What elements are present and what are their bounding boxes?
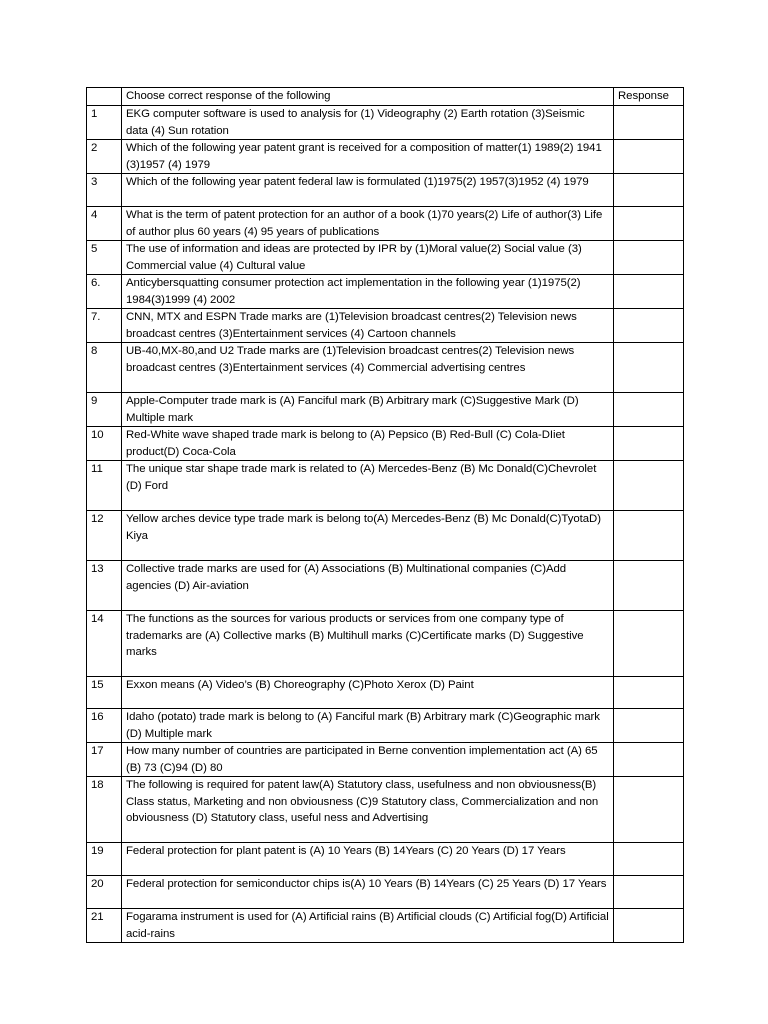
- question-number: 5: [87, 241, 122, 275]
- question-text: Idaho (potato) trade mark is belong to (A) Fanciful mark (B) Arbitrary mark (C)Geographic mark (D) Multiple mark: [122, 709, 614, 743]
- table-header-row: [87, 88, 684, 106]
- response-cell[interactable]: [614, 909, 684, 943]
- question-text: Which of the following year patent grant is received for a composition of matter(1) 1989(2) 1941 (3)1957 (4) 1979: [122, 140, 614, 174]
- question-number: 15: [87, 677, 122, 709]
- table-row: [87, 207, 684, 241]
- question-number: 19: [87, 843, 122, 876]
- response-cell[interactable]: [614, 876, 684, 909]
- table-row: [87, 174, 684, 207]
- response-cell[interactable]: [614, 843, 684, 876]
- response-cell[interactable]: [614, 275, 684, 309]
- table-row: [87, 343, 684, 393]
- question-number: 2: [87, 140, 122, 174]
- response-cell[interactable]: [614, 709, 684, 743]
- header-number-cell: [87, 88, 122, 106]
- response-cell[interactable]: [614, 140, 684, 174]
- response-cell[interactable]: [614, 343, 684, 393]
- question-number: 4: [87, 207, 122, 241]
- response-cell[interactable]: [614, 207, 684, 241]
- response-cell[interactable]: [614, 393, 684, 427]
- question-text: Fogarama instrument is used for (A) Artificial rains (B) Artificial clouds (C) Artificial fog(D) Artificial acid-rains: [122, 909, 614, 943]
- question-number: 3: [87, 174, 122, 207]
- response-cell[interactable]: [614, 106, 684, 140]
- question-number: 7.: [87, 309, 122, 343]
- question-text: What is the term of patent protection for an author of a book (1)70 years(2) Life of author(3) Life of author plus 60 years (4) 95 years of publications: [122, 207, 614, 241]
- question-text: How many number of countries are participated in Berne convention implementation act (A) 65 (B) 73 (C)94 (D) 80: [122, 743, 614, 777]
- question-number: 13: [87, 561, 122, 611]
- question-text: Federal protection for semiconductor chips is(A) 10 Years (B) 14Years (C) 25 Years (D) 17 Years: [122, 876, 614, 909]
- question-text: CNN, MTX and ESPN Trade marks are (1)Television broadcast centres(2) Television news broadcast centres (3)Entertainment services (4) Cartoon channels: [122, 309, 614, 343]
- table-row: [87, 677, 684, 709]
- question-text: Which of the following year patent federal law is formulated (1)1975(2) 1957(3)1952 (4) 1979: [122, 174, 614, 207]
- table-row: [87, 393, 684, 427]
- question-text: Federal protection for plant patent is (A) 10 Years (B) 14Years (C) 20 Years (D) 17 Years: [122, 843, 614, 876]
- question-number: 12: [87, 511, 122, 561]
- question-text: Yellow arches device type trade mark is belong to(A) Mercedes-Benz (B) Mc Donald(C)TyotaD) Kiya: [122, 511, 614, 561]
- header-question-cell: Choose correct response of the following: [122, 88, 614, 106]
- response-cell[interactable]: [614, 611, 684, 677]
- question-text: UB-40,MX-80,and U2 Trade marks are (1)Television broadcast centres(2) Television news broadcast centres (3)Entertainment services (4) Commercial advertising centres: [122, 343, 614, 393]
- question-text: The following is required for patent law(A) Statutory class, usefulness and non obviousness(B) Class status, Marketing and non obviousness (C)9 Statutory class, Commercialization and non obviousness (D) Statutory class, useful ness and Advertising: [122, 777, 614, 843]
- response-cell[interactable]: [614, 561, 684, 611]
- table-row: [87, 561, 684, 611]
- table-row: [87, 511, 684, 561]
- question-text: Exxon means (A) Video’s (B) Choreography (C)Photo Xerox (D) Paint: [122, 677, 614, 709]
- question-number: 14: [87, 611, 122, 677]
- response-cell[interactable]: [614, 677, 684, 709]
- question-number: 21: [87, 909, 122, 943]
- question-number: 17: [87, 743, 122, 777]
- table-row: [87, 106, 684, 140]
- question-number: 6.: [87, 275, 122, 309]
- table-row: [87, 427, 684, 461]
- table-row: [87, 909, 684, 943]
- question-text: EKG computer software is used to analysis for (1) Videography (2) Earth rotation (3)Seismic data (4) Sun rotation: [122, 106, 614, 140]
- question-number: 1: [87, 106, 122, 140]
- table-row: [87, 743, 684, 777]
- table-row: [87, 140, 684, 174]
- question-text: Collective trade marks are used for (A) Associations (B) Multinational companies (C)Add agencies (D) Air-aviation: [122, 561, 614, 611]
- response-cell[interactable]: [614, 309, 684, 343]
- table-row: [87, 876, 684, 909]
- table-row: [87, 611, 684, 677]
- question-number: 8: [87, 343, 122, 393]
- header-response-cell: Response: [614, 88, 684, 106]
- response-cell[interactable]: [614, 511, 684, 561]
- response-cell[interactable]: [614, 174, 684, 207]
- table-row: [87, 461, 684, 511]
- table-row: [87, 709, 684, 743]
- question-number: 16: [87, 709, 122, 743]
- question-text: The use of information and ideas are protected by IPR by (1)Moral value(2) Social value (3) Commercial value (4) Cultural value: [122, 241, 614, 275]
- question-number: 20: [87, 876, 122, 909]
- response-cell[interactable]: [614, 743, 684, 777]
- question-text: Red-White wave shaped trade mark is belong to (A) Pepsico (B) Red-Bull (C) Cola-DIiet product(D) Coca-Cola: [122, 427, 614, 461]
- question-number: 9: [87, 393, 122, 427]
- table-row: [87, 275, 684, 309]
- response-cell[interactable]: [614, 427, 684, 461]
- question-number: 18: [87, 777, 122, 843]
- table-row: [87, 241, 684, 275]
- question-text: The unique star shape trade mark is related to (A) Mercedes-Benz (B) Mc Donald(C)Chevrolet (D) Ford: [122, 461, 614, 511]
- response-cell[interactable]: [614, 461, 684, 511]
- question-text: The functions as the sources for various products or services from one company type of trademarks are (A) Collective marks (B) Multihull marks (C)Certificate marks (D) Suggestive marks: [122, 611, 614, 677]
- question-number: 10: [87, 427, 122, 461]
- quiz-table: [86, 87, 684, 943]
- question-text: Apple-Computer trade mark is (A) Fanciful mark (B) Arbitrary mark (C)Suggestive Mark (D) Multiple mark: [122, 393, 614, 427]
- table-row: [87, 843, 684, 876]
- response-cell[interactable]: [614, 241, 684, 275]
- table-row: [87, 777, 684, 843]
- question-number: 11: [87, 461, 122, 511]
- table-row: [87, 309, 684, 343]
- response-cell[interactable]: [614, 777, 684, 843]
- question-text: Anticybersquatting consumer protection act implementation in the following year (1)1975(2) 1984(3)1999 (4) 2002: [122, 275, 614, 309]
